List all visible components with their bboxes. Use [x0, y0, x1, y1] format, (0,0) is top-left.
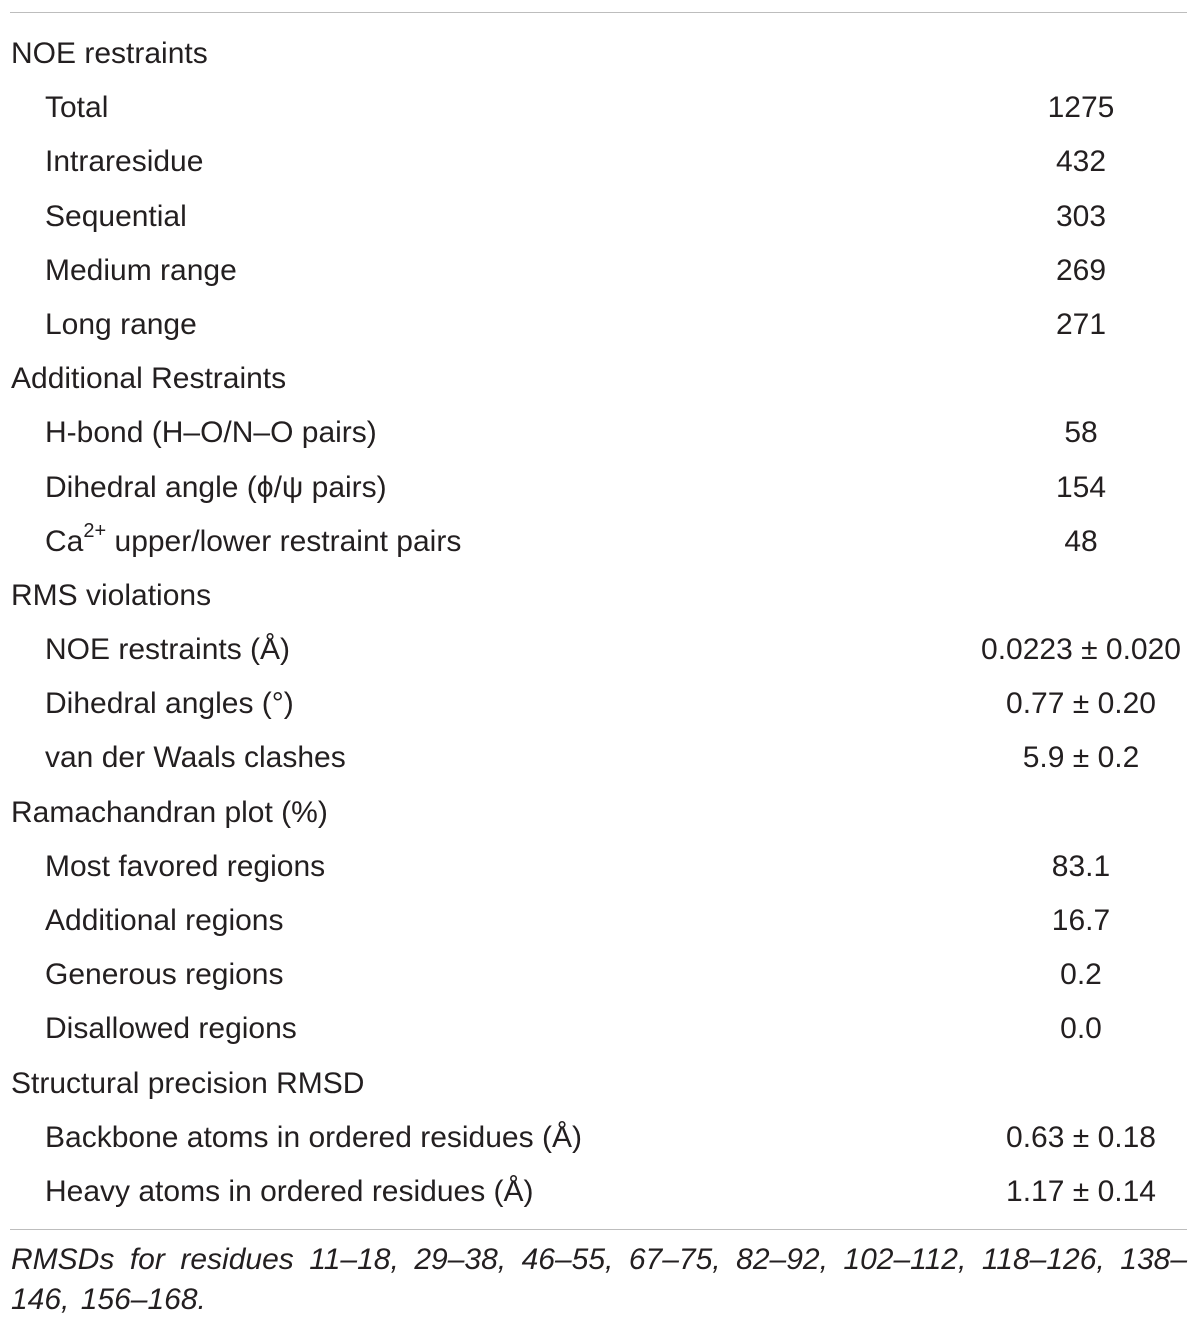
row-value: 5.9 ± 0.2	[1022, 741, 1140, 775]
table-row	[0, 623, 1200, 677]
table-body	[0, 27, 1200, 1219]
row-label: Total	[45, 91, 109, 125]
row-value: 0.0223 ± 0.020	[981, 633, 1181, 667]
table-row	[0, 840, 1200, 894]
row-label-superscript: 2+	[83, 519, 107, 542]
row-value: 0.0	[1060, 1012, 1102, 1046]
row-value: 432	[1055, 145, 1107, 179]
row-label: Dihedral angle (ϕ/ψ pairs)	[45, 470, 387, 504]
row-label: H-bond (H–O/N–O pairs)	[45, 416, 377, 450]
table-row	[0, 135, 1200, 189]
group-header-noe-restraints	[0, 27, 1200, 81]
row-label	[45, 515, 461, 569]
group-header-additional-restraints	[0, 352, 1200, 406]
row-value: 0.63 ± 0.18	[1006, 1120, 1156, 1154]
table-row	[0, 298, 1200, 352]
row-label: Dihedral angles (°)	[45, 687, 294, 721]
row-label: Most favored regions	[45, 849, 326, 883]
row-value: 58	[1064, 416, 1098, 450]
table-top-rule	[10, 12, 1187, 13]
table-row	[0, 948, 1200, 1002]
table-row	[0, 1002, 1200, 1056]
table-row	[0, 1165, 1200, 1219]
row-label-suffix: upper/lower restraint pairs	[106, 524, 462, 558]
table-row	[0, 406, 1200, 460]
row-label: Disallowed regions	[45, 1012, 297, 1046]
row-label: Long range	[45, 307, 197, 341]
table-footnote: RMSDs for residues 11–18, 29–38, 46–55, 67–75, 82–92, 102–112, 118–126, 138–146, 156–168.	[11, 1243, 1187, 1316]
table-row	[0, 894, 1200, 948]
row-value: 0.2	[1060, 958, 1102, 992]
row-label: Intraresidue	[45, 145, 204, 179]
row-label: Medium range	[45, 253, 237, 287]
row-value: 83.1	[1051, 849, 1111, 883]
row-value: 303	[1055, 199, 1107, 233]
group-header-structural-precision	[0, 1057, 1200, 1111]
group-title: Structural precision RMSD	[11, 1066, 365, 1100]
group-header-rms-violations	[0, 569, 1200, 623]
row-label: NOE restraints (Å)	[45, 633, 291, 667]
row-label: Sequential	[45, 199, 187, 233]
row-value: 0.77 ± 0.20	[1006, 687, 1156, 721]
row-value: 16.7	[1051, 904, 1111, 937]
group-title: Ramachandran plot (%)	[11, 795, 328, 829]
group-title: Additional Restraints	[11, 362, 287, 396]
table-row	[0, 1111, 1200, 1165]
row-label-prefix: Ca	[45, 524, 84, 558]
table-row	[0, 731, 1200, 785]
group-title: RMS violations	[11, 578, 212, 612]
table-row	[0, 461, 1200, 515]
row-label: Additional regions	[45, 904, 284, 937]
row-value: 269	[1055, 253, 1107, 287]
table-row	[0, 677, 1200, 731]
row-label: Heavy atoms in ordered residues (Å)	[45, 1174, 534, 1208]
row-value: 1.17 ± 0.14	[1006, 1174, 1156, 1208]
row-value: 271	[1055, 307, 1107, 341]
group-header-ramachandran-plot	[0, 786, 1200, 840]
row-label: Backbone atoms in ordered residues (Å)	[45, 1120, 582, 1154]
row-label: Generous regions	[45, 958, 284, 992]
row-value: 1275	[1047, 91, 1115, 125]
row-label: van der Waals clashes	[45, 741, 346, 775]
table-row	[0, 244, 1200, 298]
table-bottom-rule	[10, 1229, 1187, 1230]
row-value: 48	[1064, 524, 1098, 558]
row-value: 154	[1055, 470, 1107, 504]
table-row	[0, 81, 1200, 135]
group-title: NOE restraints	[11, 37, 208, 70]
table-row	[0, 515, 1200, 569]
table-row	[0, 190, 1200, 244]
